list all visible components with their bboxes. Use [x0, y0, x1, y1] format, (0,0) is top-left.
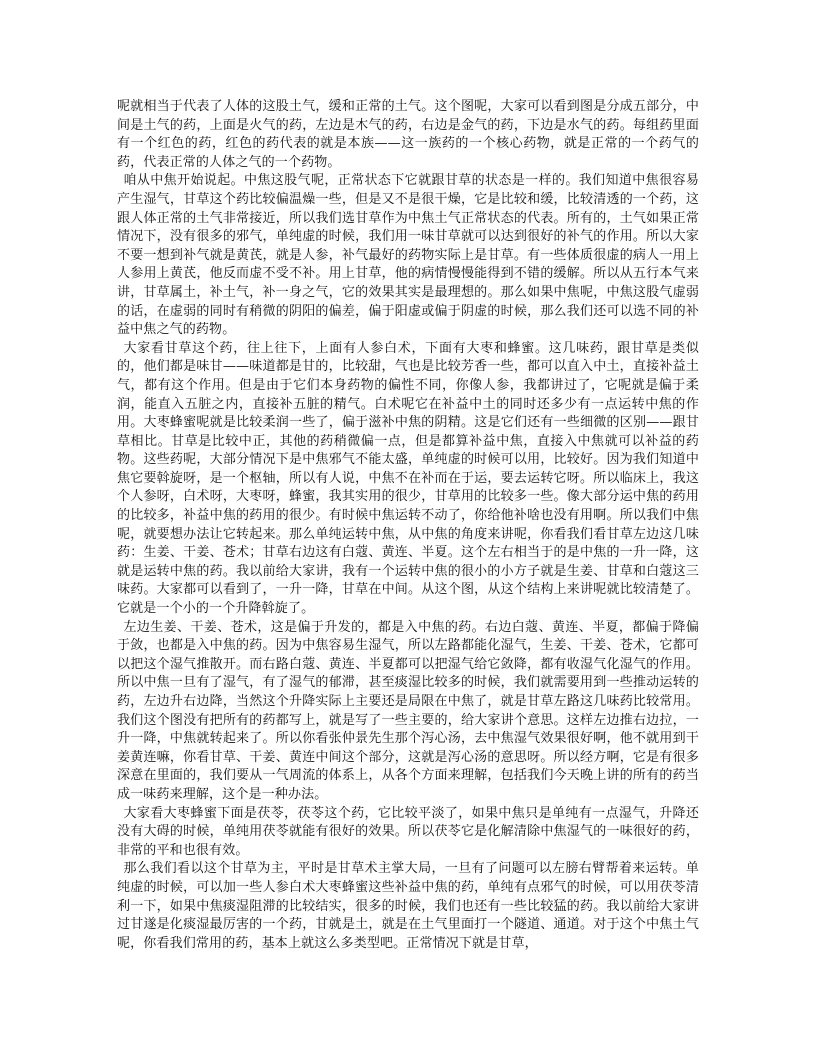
paragraph-5: 大家看大枣蜂蜜下面是茯苓，茯苓这个药，它比较平淡了，如果中焦只是单纯有一点湿气，升降还没有大碍的时候，单纯用茯苓就能有很好的效果。所以茯苓它是化解清除中焦湿气的一味很好的药，非常的平和也很有效。: [117, 805, 699, 858]
paragraph-1: 呢就相当于代表了人体的这股土气，缓和正常的土气。这个图呢，大家可以看到图是分成五部分，中间是土气的药，上面是火气的药，左边是木气的药，右边是金气的药，下边是水气的药。每组药里面有一个红色的药，红色的药代表的就是本族——这一族药的一个核心药物，就是正常的一个药气的药，代表正常的人体之气的一个药物。: [117, 99, 699, 170]
paragraph-4: 左边生姜、干姜、苍术，这是偏于升发的，都是入中焦的药。右边白蔻、黄连、半夏，都偏于降偏于敛，也都是入中焦的药。因为中焦容易生湿气，所以左路都能化湿气，生姜、干姜、苍术，它都可以把这个湿气推散开。而右路白蔻、黄连、半夏都可以把湿气给它敛降，都有收湿气化湿气的作用。所以中焦一旦有了湿气，有了湿气的郁滞，甚至痰湿比较多的时候，我们就需要用到一些推动运转的药，左边升右边降，当然这个升降实际上主要还是局限在中焦了，就是甘草左路这几味药比较常用。我们这个图没有把所有的药都写上，就是写了一些主要的，给大家讲个意思。这样左边推右边拉，一升一降，中焦就转起来了。所以你看张仲景先生那个泻心汤，去中焦湿气效果很好啊，他不就用到干姜黄连嘛，你看甘草、干姜、黄连中间这个部分，这就是泻心汤的意思呀。所以经方啊，它是有很多深意在里面的，我们要从一气周流的体系上，从各个方面来理解，包括我们今天晚上讲的所有的药当成一味药来理解，这个是一种办法。: [117, 619, 699, 802]
paragraph-6: 那么我们看以这个甘草为主，平时是甘草术主掌大局，一旦有了问题可以左膀右臂帮着来运转。单纯虚的时候，可以加一些人参白术大枣蜂蜜这些补益中焦的药，单纯有点邪气的时候，可以用茯苓清利一下，如果中焦痰湿阻滞的比较结实，很多的时候，我们也还有一些比较猛的药。我以前给大家讲过甘遂是化痰湿最厉害的一个药，甘就是土，就是在土气里面打一个隧道、通道。对于这个中焦土气呢，你看我们常用的药，基本上就这么多类型吧。正常情况下就是甘草，: [117, 861, 699, 951]
paragraph-2: 咱从中焦开始说起。中焦这股气呢，正常状态下它就跟甘草的状态是一样的。我们知道中焦很容易产生湿气，甘草这个药比较偏温燥一些，但是又不是很干燥，它是比较和缓，比较清透的一个药，这跟人体正常的土气非常接近，所以我们选甘草作为中焦土气正常状态的代表。所有的，土气如果正常情况下，没有很多的邪气，单纯虚的时候，我们用一味甘草就可以达到很好的补气的作用。所以大家不要一想到补气就是黄芪，就是人参，补气最好的药物实际上是甘草。有一些体质很虚的病人一用上人参用上黄芪，他反而虚不受不补。用上甘草，他的病情慢慢能得到不错的缓解。所以从五行本气来讲，甘草属土，补土气，补一身之气，它的效果其实是最理想的。那么如果中焦呢，中焦这股气虚弱的话，在虚弱的同时有稍微的阴阳的偏差，偏于阳虚或偏于阴虚的时候，那么我们还可以选不同的补益中焦之气的药物。: [117, 173, 699, 338]
paragraph-3: 大家看甘草这个药，往上往下，上面有人参白术，下面有大枣和蜂蜜。这几味药，跟甘草是类似的，他们都是味甘——味道都是甘的，比较甜，气也是比较芳香一些，都可以直入中土，直接补益土气，都有这个作用。但是由于它们本身药物的偏性不同，你像人参，我都讲过了，它呢就是偏于柔润，能直入五脏之内，直接补五脏的精气。白术呢它在补益中土的同时还多少有一点运转中焦的作用。大枣蜂蜜呢就是比较柔润一些了，偏于滋补中焦的阴精。这是它们还有一些细微的区别——跟甘草相比。甘草是比较中正，其他的药稍微偏一点，但是都算补益中焦，直接入中焦就可以补益的药物。这些药呢，大部分情况下是中焦邪气不能太盛，单纯虚的时候可以用，比较好。因为我们知道中焦它要斡旋呀，是一个枢轴，所以有人说，中焦不在补而在于运，要去运转它呀。所以临床上，我这个人参呀，白术呀，大枣呀，蜂蜜，我其实用的很少，甘草用的比较多一些。像大部分运中焦的药用的比较多，补益中焦的药用的很少。有时候中焦运转不动了，你给他补啥也没有用啊。所以我们中焦呢，就要想办法让它转起来。那么单纯运转中焦，从中焦的角度来讲呢，你看我们看甘草左边这几味药：生姜、干姜、苍术；甘草右边这有白蔻、黄连、半夏。这个左右相当于的是中焦的一升一降，这就是运转中焦的药。我以前给大家讲，我有一个运转中焦的很小的小方子就是生姜、甘草和白蔻这三味药。大家都可以看到了，一升一降，甘草在中间。从这个图，从这个结构上来讲呢就比较清楚了。它就是一个小的一个升降斡旋了。: [117, 340, 699, 617]
document-page: [117, 98, 699, 953]
